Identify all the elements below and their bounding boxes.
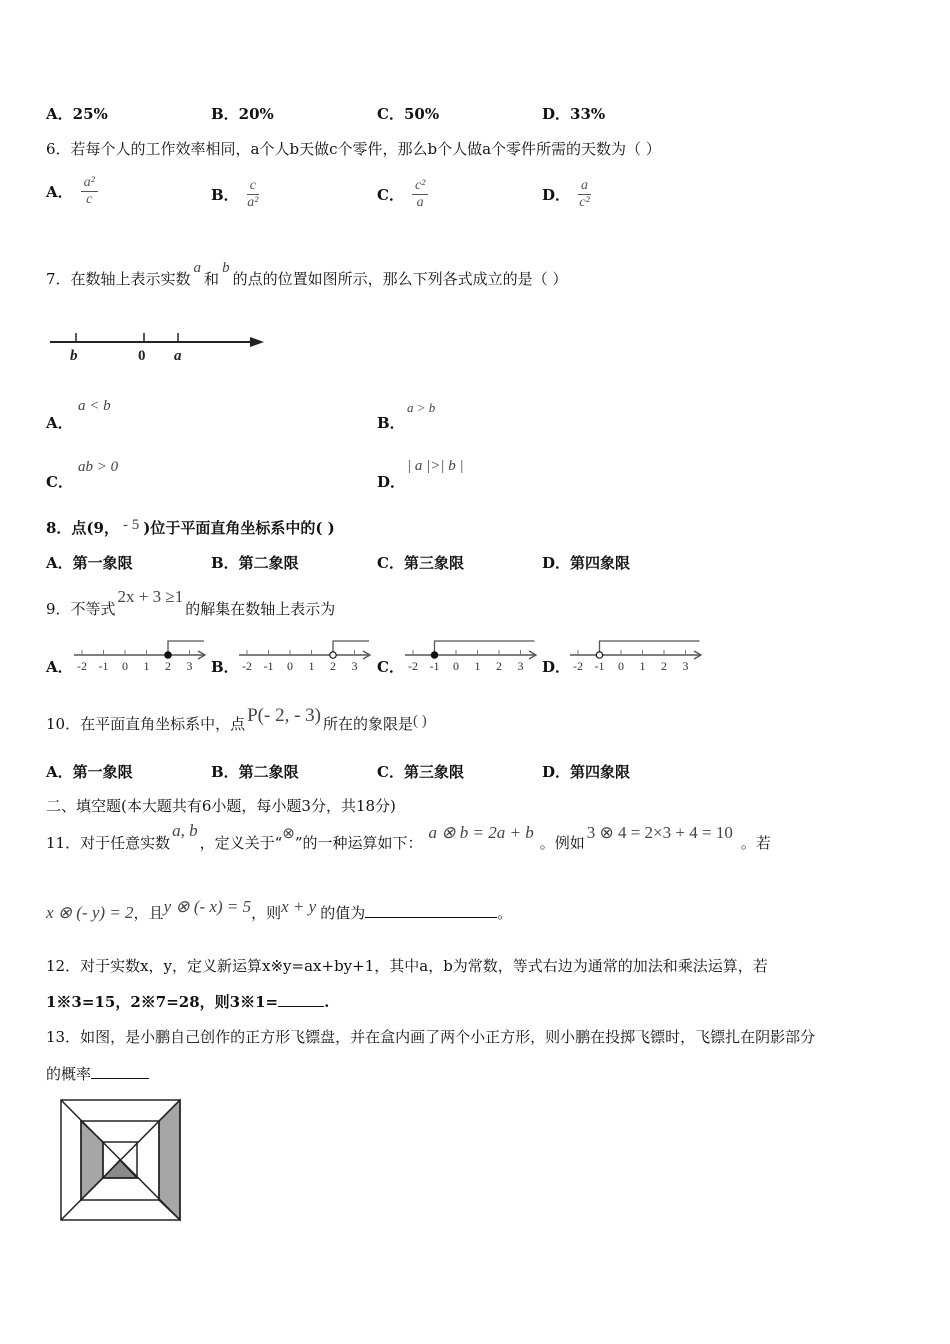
q7-option-a-label[interactable]: A．: [46, 414, 73, 432]
math: a ⊗ b = 2a + b: [428, 823, 534, 842]
section-heading: 二、填空题(本大题共有6小题，每小题3分，共18分): [46, 797, 396, 815]
text: 。若: [740, 834, 771, 852]
tick-label: -2: [77, 659, 87, 673]
numerator: a: [578, 178, 591, 195]
tick-label: 1: [639, 659, 646, 673]
q9-option-c-label[interactable]: C．: [377, 658, 404, 676]
option-label: C．: [377, 186, 404, 204]
tick-label: 1: [308, 659, 315, 673]
dartboard-figure: [55, 1094, 190, 1229]
open-point: [330, 652, 336, 658]
q13-line2: [46, 1063, 149, 1084]
tick-label: -2: [242, 659, 252, 673]
q10-option-c[interactable]: C．第三象限: [377, 763, 464, 781]
q5-option-c[interactable]: C．50%: [377, 105, 440, 123]
axis-label-0: 0: [138, 348, 146, 364]
math: ⊗: [282, 826, 295, 842]
text: 9．不等式: [46, 600, 116, 618]
q9-option-c-number-line[interactable]: [403, 636, 543, 676]
solution-ray: [435, 641, 535, 655]
tick-label: 3: [517, 659, 524, 673]
answer-blank[interactable]: [278, 1006, 324, 1007]
open-point: [596, 652, 602, 658]
math: y ⊗ (- x) = 5: [163, 897, 252, 916]
text: )位于平面直角坐标系中的( ): [143, 519, 335, 537]
q9-option-b-label[interactable]: B．: [211, 658, 239, 676]
q6-option-c[interactable]: [377, 178, 428, 211]
q8-option-d[interactable]: D．第四象限: [542, 554, 631, 572]
answer-blank[interactable]: [91, 1078, 149, 1079]
tick-label: -1: [429, 659, 440, 673]
math: - 5: [122, 517, 140, 533]
denominator: a: [416, 195, 424, 210]
text: 。例如: [539, 834, 585, 852]
math: a, b: [172, 821, 198, 840]
solution-ray: [600, 641, 700, 655]
tick-label: 1: [474, 659, 481, 673]
numerator: c: [247, 178, 259, 195]
tick-label: 2: [661, 659, 667, 673]
q7-option-d[interactable]: | a |>| b |: [407, 458, 464, 474]
closed-point: [431, 652, 437, 658]
text: 的解集在数轴上表示为: [185, 600, 336, 618]
text: 的值为: [320, 904, 366, 922]
math: x + y: [281, 897, 317, 916]
tick-label: 3: [186, 659, 193, 673]
fraction: [247, 178, 259, 211]
q9-option-a-label[interactable]: A．: [46, 658, 73, 676]
math: P(- 2, - 3): [247, 705, 321, 726]
axis-label-a: a: [174, 348, 182, 364]
text: 7．在数轴上表示实数: [46, 270, 191, 288]
q9-stem: [46, 587, 336, 619]
q5-option-d[interactable]: D．33%: [542, 105, 606, 123]
q7-option-a[interactable]: a < b: [78, 398, 111, 414]
q8-option-b[interactable]: B．第二象限: [211, 554, 299, 572]
q9-option-a-number-line[interactable]: [72, 636, 212, 676]
q6-stem: 6．若每个人的工作效率相同，a个人b天做c个零件，那么b个人做a个零件所需的天数为（ ）: [46, 140, 661, 158]
q5-option-b[interactable]: B．20%: [211, 105, 274, 123]
text: 11．对于任意实数: [46, 834, 171, 852]
tick-label: -1: [594, 659, 605, 673]
q7-option-c[interactable]: ab > 0: [78, 459, 119, 475]
answer-blank[interactable]: [365, 917, 497, 918]
tick-label: 0: [453, 659, 459, 673]
denominator: c²: [579, 195, 590, 210]
fraction: [81, 175, 98, 208]
answer-paren: ( ): [413, 713, 427, 729]
tick-label: 0: [618, 659, 624, 673]
q7-stem: [46, 260, 568, 289]
text: 1※3=15，2※7=28，则3※1=: [46, 993, 279, 1011]
q5-option-a[interactable]: A．25%: [46, 105, 108, 123]
text: 的概率: [46, 1065, 92, 1083]
q8-stem: [46, 517, 335, 538]
q7-option-b[interactable]: a > b: [407, 400, 436, 415]
q11-line1: [46, 821, 771, 853]
q7-option-d-label[interactable]: D．: [377, 473, 406, 491]
q10-option-d[interactable]: D．第四象限: [542, 763, 631, 781]
closed-point: [165, 652, 171, 658]
text: 的点的位置如图所示，那么下列各式成立的是（ ）: [232, 270, 568, 288]
tick-label: 3: [351, 659, 358, 673]
q8-option-a[interactable]: A．第一象限: [46, 554, 133, 572]
text: 和: [204, 270, 220, 288]
tick-label: 2: [496, 659, 502, 673]
math: 3 ⊗ 4 = 2×3 + 4 = 10: [586, 823, 733, 842]
math-b: b: [222, 260, 230, 276]
numerator: a²: [81, 175, 98, 192]
option-label: A．: [46, 183, 73, 201]
tick-label: 0: [122, 659, 128, 673]
denominator: a²: [247, 195, 259, 210]
numerator: c²: [412, 178, 428, 195]
q6-option-a[interactable]: [46, 175, 98, 208]
q12-line2: [46, 991, 329, 1012]
text: 10．在平面直角坐标系中，点: [46, 715, 246, 733]
option-label: B．: [211, 186, 239, 204]
denominator: c: [86, 192, 93, 207]
fraction: [412, 178, 428, 211]
q9-option-d-label[interactable]: D．: [542, 658, 571, 676]
q7-option-b-label[interactable]: B．: [377, 414, 405, 432]
text: ，且: [133, 904, 164, 922]
tick-label: 1: [143, 659, 150, 673]
tick-label: 2: [330, 659, 336, 673]
q13-line1: 13．如图，是小鹏自己创作的正方形飞镖盘，并在盒内画了两个小正方形，则小鹏在投掷飞镖时，飞镖扎在阴影部分: [46, 1028, 816, 1046]
q9-option-d-number-line[interactable]: [568, 636, 708, 676]
tick-label: -1: [263, 659, 274, 673]
q7-number-line: [46, 325, 271, 375]
q6-option-d[interactable]: [542, 178, 591, 211]
text: ”的一种运算如下：: [294, 834, 423, 852]
math: x ⊗ (- y) = 2: [46, 903, 134, 922]
text: 所在的象限是: [322, 715, 413, 733]
q10-stem: [46, 705, 427, 735]
tick-label: 3: [682, 659, 689, 673]
q10-option-b[interactable]: B．第二象限: [211, 763, 299, 781]
tick-label: 2: [165, 659, 171, 673]
text: ，定义关于“: [199, 834, 283, 852]
q7-option-c-label[interactable]: C．: [46, 473, 73, 491]
text: 。: [497, 904, 513, 922]
tick-label: -2: [408, 659, 418, 673]
fraction: [578, 178, 591, 211]
option-label: D．: [542, 186, 571, 204]
q9-option-b-number-line[interactable]: [237, 636, 377, 676]
q10-option-a[interactable]: A．第一象限: [46, 763, 133, 781]
q11-line2: [46, 897, 513, 923]
tick-label: 0: [287, 659, 293, 673]
q12-line1: 12．对于实数x，y，定义新运算x※y=ax+by+1，其中a，b为常数，等式右边为通常的加法和乘法运算，若: [46, 957, 768, 975]
axis-label-b: b: [70, 348, 78, 364]
text: ，则: [251, 904, 282, 922]
tick-label: -2: [573, 659, 583, 673]
tick-label: -1: [98, 659, 109, 673]
text: .: [324, 993, 330, 1011]
solution-ray: [168, 641, 204, 655]
q6-option-b[interactable]: [211, 178, 259, 211]
text: 8．点(9，: [46, 519, 119, 537]
math-a: a: [193, 260, 202, 276]
q8-option-c[interactable]: C．第三象限: [377, 554, 464, 572]
math: 2x + 3 ≥1: [117, 587, 184, 606]
solution-ray: [333, 641, 369, 655]
